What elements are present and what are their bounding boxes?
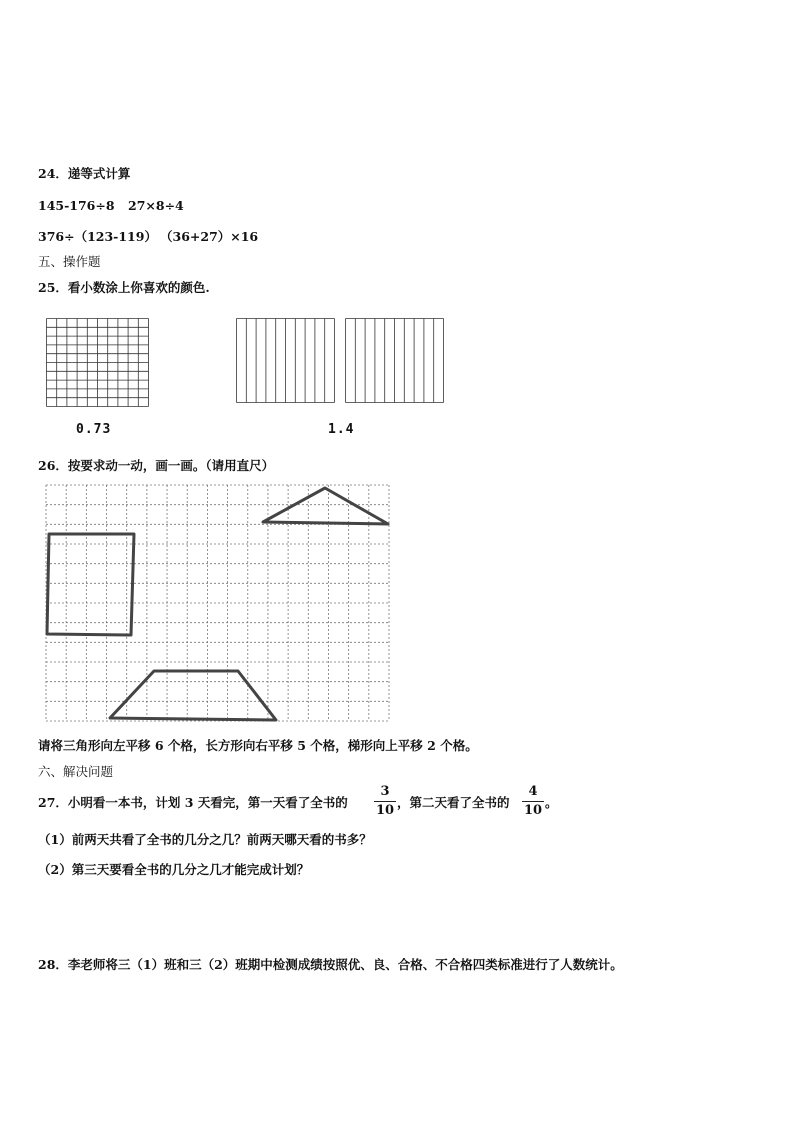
fraction-three-tenths: 3 10 — [375, 784, 395, 818]
decimal-label-0-73: 0.73 — [76, 422, 112, 437]
section-5-heading: 五、操作题 — [38, 254, 101, 269]
q27-sub-1: （1）前两天共看了全书的几分之几？前两天哪天看的书多？ — [38, 832, 372, 847]
q27-sub-2: （2）第三天要看全书的几分之几才能完成计划？ — [38, 862, 310, 877]
fraction-four-tenths: 4 10 — [523, 784, 543, 818]
q26-title: 26．按要求动一动，画一画。（请用直尺） — [38, 458, 275, 473]
tenths-strips-1 — [236, 318, 335, 403]
decimal-label-1-4: 1.4 — [328, 422, 355, 437]
q27-title-start: 27．小明看一本书，计划 3 天看完，第一天看了全书的 — [38, 795, 348, 810]
q24-expr-1: 145-176÷8 — [38, 198, 115, 213]
q24-expr-2: 27×8÷4 — [128, 198, 184, 213]
tenths-strips-2 — [345, 318, 444, 403]
trapezoid-shape — [110, 671, 276, 720]
section-6-heading: 六、解决问题 — [38, 764, 114, 779]
q24-title: 24．递等式计算 — [38, 166, 131, 181]
translation-grid — [45, 484, 390, 724]
q25-title: 25．看小数涂上你喜欢的颜色. — [38, 280, 210, 295]
q26-instruction: 请将三角形向左平移 6 个格，长方形向右平移 5 个格，梯形向上平移 2 个格。 — [38, 738, 478, 753]
rectangle-shape — [47, 534, 134, 635]
q27-title-end: 。 — [545, 795, 558, 810]
q28-title: 28．李老师将三（1）班和三（2）班期中检测成绩按照优、良、合格、不合格四类标准进行了人数统计。 — [38, 957, 623, 972]
q24-expr-3: 376÷（123-119） — [38, 229, 157, 244]
q24-expr-4: （36+27）×16 — [160, 229, 259, 244]
q27-title-middle: ，第二天看了全书的 — [397, 795, 510, 810]
triangle-shape — [263, 488, 388, 524]
hundred-grid — [46, 318, 149, 407]
